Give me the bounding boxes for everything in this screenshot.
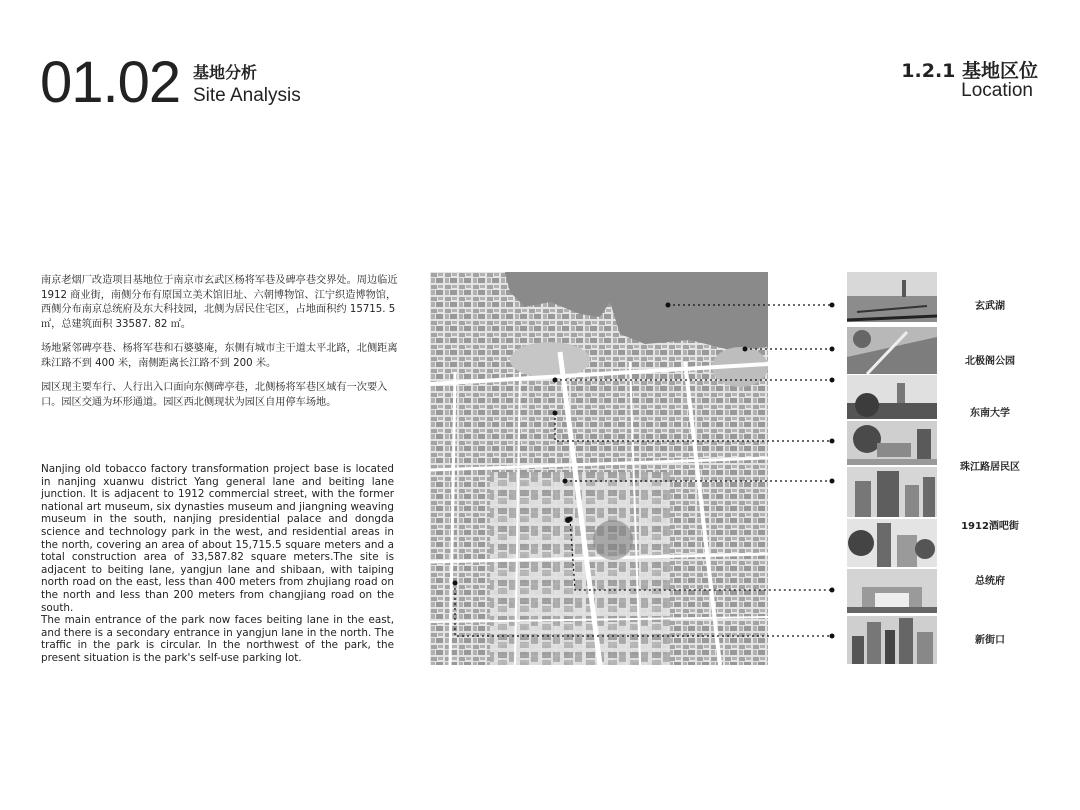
section-number: 01.02 xyxy=(40,50,181,115)
section-title-cn: 基地分析 xyxy=(193,63,258,82)
university-photo-icon xyxy=(847,375,937,419)
lake-photo-icon xyxy=(847,272,937,322)
residential-photo-icon xyxy=(847,421,937,465)
subsection-title-en: Location xyxy=(961,80,1033,101)
location-label-xuanwu-lake: 玄武湖 xyxy=(975,301,1005,312)
park-photo-icon xyxy=(847,327,937,374)
xinjiekou-photo-icon xyxy=(847,569,937,613)
location-label-1912-bar-street: 1912酒吧街 xyxy=(961,521,1019,532)
cn-paragraph-site: 南京老烟厂改造项目基地位于南京市玄武区杨将军巷及碑亭巷交界处。周边临近 1912 商业街，南侧分布有原国立美术馆旧址、六朝博物馆、江宁织造博物馆，西侧分布南京总统府及东大科技园，北侧为居民住宅区，占地面积约 15715. 5 ㎡，总建筑面积 33587. 82 ㎡。 xyxy=(41,275,398,330)
location-label-southeast-university: 东南大学 xyxy=(970,408,1010,419)
location-label-beijige-park: 北极阁公园 xyxy=(965,356,1015,367)
cn-paragraph-entrances: 园区现主要车行、人行出入口面向东侧碑亭巷，北侧杨将军巷区域有一次要入口。园区交通为环形通道。园区西北侧现状为园区自用停车场地。 xyxy=(41,382,388,408)
map-graphic xyxy=(430,272,768,665)
cn-paragraph-roads: 场地紧邻碑亭巷、杨将军巷和石婆婆庵，东侧有城市主干道太平北路，北侧距离珠江路不到 400 米，南侧距离长江路不到 200 米。 xyxy=(41,343,398,369)
section-title-en: Site Analysis xyxy=(193,85,301,106)
location-label-zhujiang-residential: 珠江路居民区 xyxy=(960,462,1020,473)
location-label-xinjiekou: 新街口 xyxy=(975,635,1005,646)
presidential-palace-photo-icon xyxy=(847,519,937,567)
location-label-presidential-palace: 总统府 xyxy=(975,576,1005,587)
subsection-title-cn: 1.2.1 基地区位 xyxy=(901,60,1038,82)
site-location-map xyxy=(430,272,768,665)
new-street-photo-icon xyxy=(847,616,937,664)
bar-street-photo-icon xyxy=(847,467,937,517)
en-paragraph: Nanjing old tobacco factory transformation project base is located in nanjing xuanwu district Yang general lane and beiting lane junction. It is adjacent to 1912 commercial street, with the former national art museum, six dynasties museum and jiangning weaving museum in the south, nanjing presidential palace and dongda science and technology park in the west, and residential areas in the north, covering an area of about 15,715.5 square meters and a total construction area of 33,587.82 square meters.The site is adjacent to beiting lane, yangjun lane and shibaan, with taiping north road on the east, less than 400 meters from zhujiang road on the north and less than 200 meters from changjiang road on the south. The main entrance of the park now faces beiting lane in the east, and there is a secondary entrance in yangjun lane in the north. The traffic in the park is circular. In the northwest of the park, the present situation is the park's self-use parking lot. xyxy=(41,463,394,664)
